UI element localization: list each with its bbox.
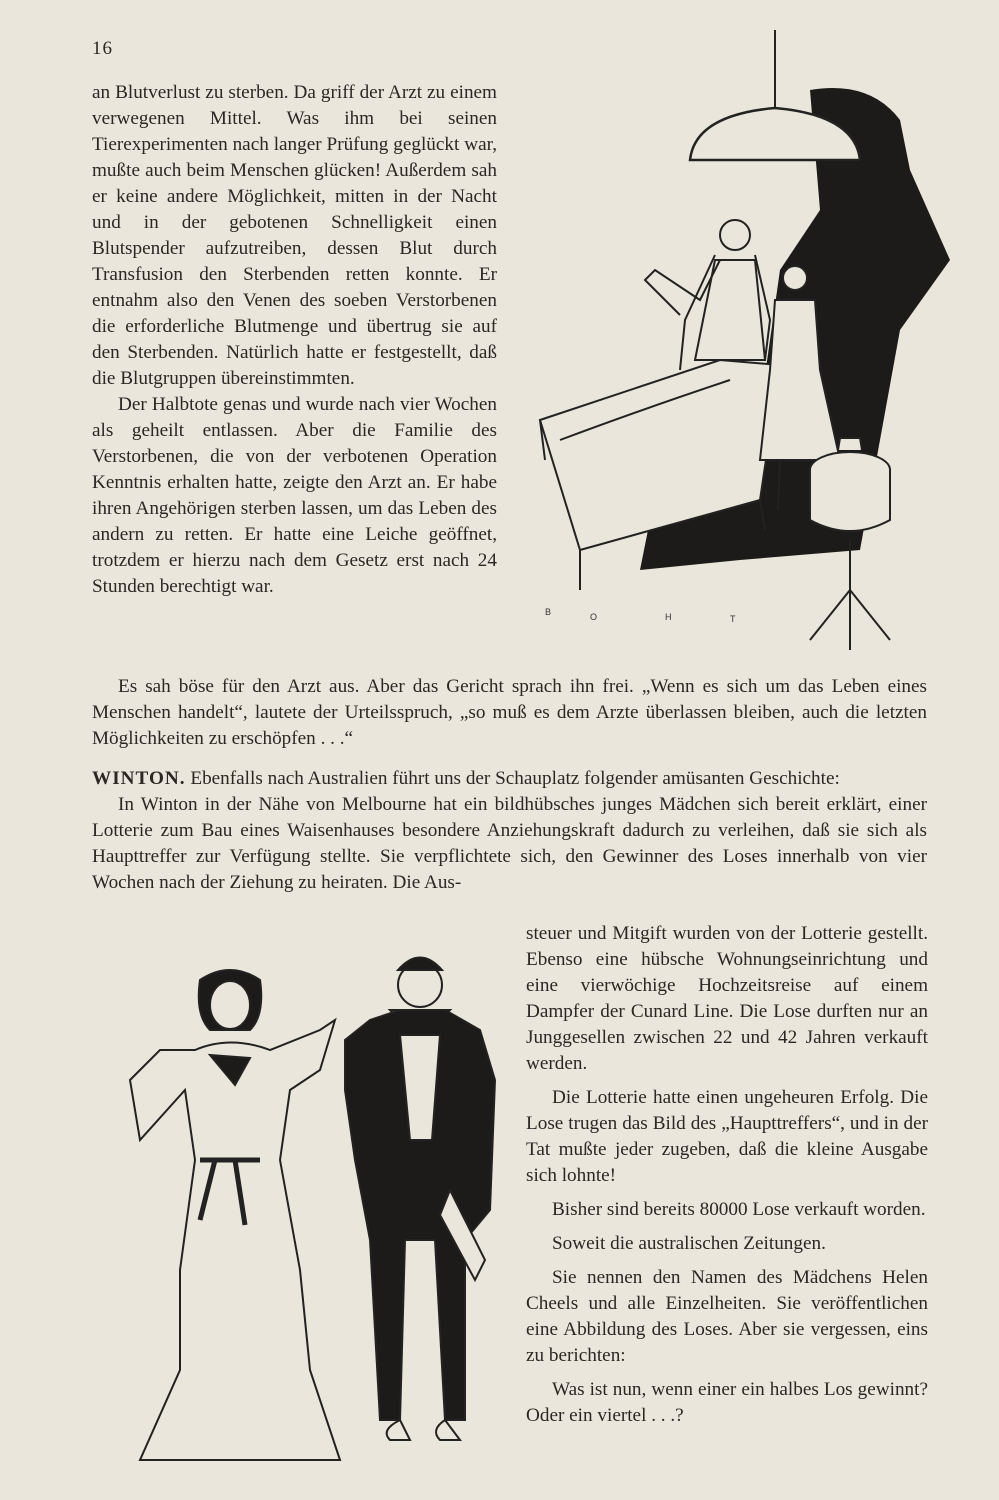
paragraph: Der Halbtote genas und wurde nach vier Wochen als geheilt entlassen. Aber die Familie des Verstorbenen, die von der verbotenen Operation Kenntnis erhalten hatte, zeigte den Arzt an. Er habe ihren Angehörigen sterben lassen, um das Leben des andern zu retten. Er hatte eine Leiche geöffnet, trotzdem er hierzu nach dem Gesetz erst nach 24 Stunden berechtigt war. xyxy=(92,394,497,597)
paragraph: an Blutverlust zu sterben. Da griff der Arzt zu einem verwegenen Mittel. Was ihm bei seinen Tierexperimenten nach langer Prüfung geglückt war, mußte auch beim Menschen glücken! Außerdem sah er keine andere Möglichkeit, mitten in der Nacht und in der gebotenen Schnelligkeit einen Blutspender aufzutreiben, dessen Blut durch Transfusion den Sterbenden retten konnte. Er entnahm also den Venen des soeben Verstorbenen die erforderliche Blutmenge und übertrug sie auf den Sterbenden. Natürlich hatte er festgestellt, daß die Blutgruppen übereinstimmten. xyxy=(92,82,497,389)
signature-letter: B xyxy=(545,607,552,617)
section-heading: WINTON. xyxy=(92,768,186,789)
operating-room-illustration xyxy=(520,30,980,670)
paragraph: Was ist nun, wenn einer ein halbes Los gewinnt? Oder ein viertel . . .? xyxy=(526,1379,928,1426)
paragraph: Bisher sind bereits 80000 Lose verkauft worden. xyxy=(552,1199,926,1220)
paragraph: Soweit die australischen Zeitungen. xyxy=(552,1233,826,1254)
paragraph: In Winton in der Nähe von Melbourne hat ein bildhübsches junges Mädchen sich bereit erklärt, einer Lotterie zum Bau eines Waisenhauses besondere Anziehungskraft dadurch zu verleihen, daß sie sich als Haupttreffer zur Verfügung stellte. Sie verpflichtete sich, den Gewinner des Loses innerhalb von vier Wochen nach der Ziehung zu heiraten. Die Aus- xyxy=(92,794,927,893)
paragraph: steuer und Mitgift wurden von der Lotterie gestellt. Ebenso eine hübsche Wohnungseinrichtung und eine vierwöchige Hochzeitsreise auf einem Dampfer der Cunard Line. Die Lose durften nur an Junggesellen zwischen 22 und 42 Jahren verkauft werden. xyxy=(526,923,928,1074)
right-text-column xyxy=(526,921,928,1429)
signature-letter: H xyxy=(665,612,672,622)
paragraph: Es sah böse für den Arzt aus. Aber das Gericht sprach ihn frei. „Wenn es sich um das Leben eines Menschen handelt“, lautete der Urteilsspruch, „so muß es dem Arzte überlassen bleiben, auch die letzten Möglichkeiten zu erschöpfen . . .“ xyxy=(92,676,927,749)
paragraph: Sie nennen den Namen des Mädchens Helen Cheels und alle Einzelheiten. Sie veröffentlichen eine Abbildung des Loses. Aber sie vergessen, eins zu berichten: xyxy=(526,1267,928,1366)
man-figure xyxy=(345,958,495,1441)
page-number: 16 xyxy=(92,38,113,59)
top-text-column xyxy=(92,80,497,600)
signature-letter: O xyxy=(590,612,598,622)
paragraph: Die Lotterie hatte einen ungeheuren Erfolg. Die Lose trugen das Bild des „Haupttreffers“, und in der Tat mußte jeder zugeben, daß die kleine Ausgabe sich lohnte! xyxy=(526,1087,928,1186)
signature-letter: T xyxy=(730,614,736,624)
intro-text: Ebenfalls nach Australien führt uns der Schauplatz folgender amüsanten Geschichte: xyxy=(185,768,840,789)
winton-intro xyxy=(92,766,927,792)
woman-figure xyxy=(130,970,340,1460)
couple-illustration xyxy=(100,940,510,1470)
winton-section xyxy=(92,766,927,896)
surgeon-figure xyxy=(645,220,770,370)
full-width-paragraph xyxy=(92,674,927,752)
